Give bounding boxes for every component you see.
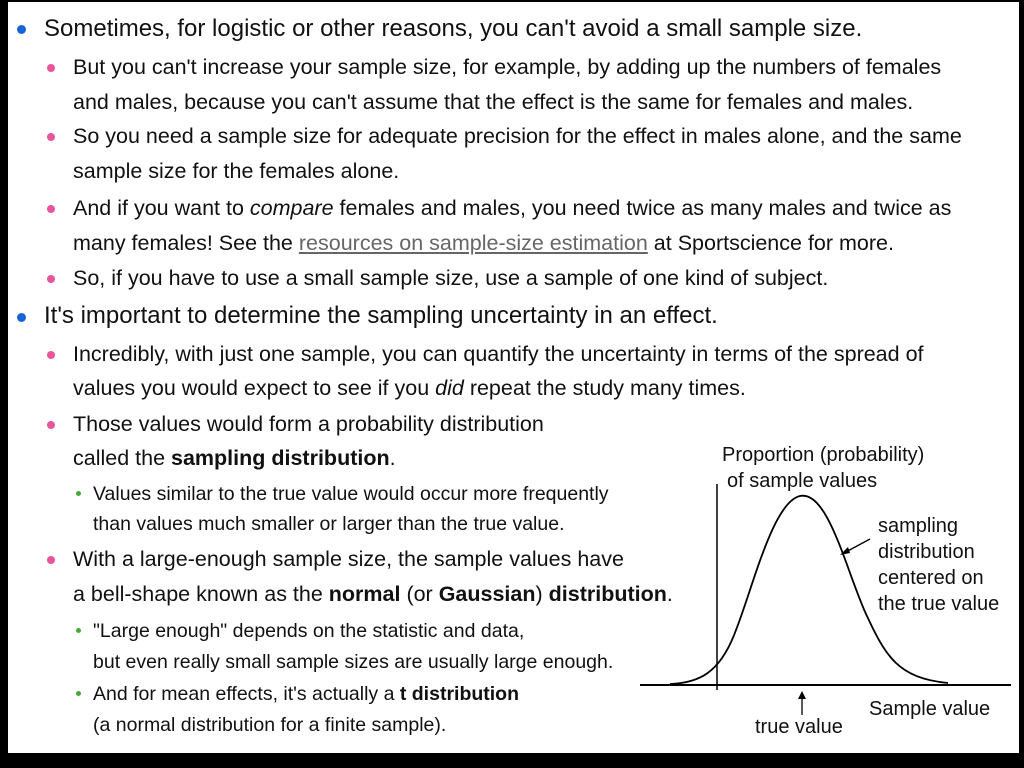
bullet-adequate-precision-line2: sample size for the females alone. — [73, 159, 400, 183]
bullet-one-kind-subject: So, if you have to use a small sample size, use a sample of one kind of subject. — [73, 266, 829, 290]
bullet-large-enough-depends-line1: "Large enough" depends on the statistic and data, — [93, 620, 525, 642]
bullet-one-sample-line1: Incredibly, with just one sample, you can quantify the uncertainty in terms of the spread of — [73, 342, 924, 366]
true-value-label: true value — [755, 716, 843, 738]
bullet-adequate-precision-line1: So you need a sample size for adequate precision for the effect in males alone, and the same — [73, 124, 962, 148]
bullet-compare-line2: many females! See the resources on sample-size estimation at Sportscience for more. — [73, 231, 894, 255]
bullet-large-enough-depends-line2: but even really small sample sizes are usually large enough. — [93, 651, 614, 673]
bullet-t-distribution-line1: And for mean effects, it's actually a t distribution — [93, 683, 520, 705]
bullet-compare-line1: And if you want to compare females and males, you need twice as many males and twice as — [73, 196, 952, 220]
bullet-similar-values-line1: Values similar to the true value would occur more frequently — [93, 483, 609, 505]
bullet-similar-values-line2: than values much smaller or larger than the true value. — [93, 513, 565, 535]
true-value-arrowhead — [798, 691, 806, 699]
y-axis-label: Proportion (probability) of sample values — [722, 444, 925, 492]
bullet-cant-increase-line1: But you can't increase your sample size, for example, by adding up the numbers of females — [73, 55, 942, 79]
bullet-probability-distribution-line1: Those values would form a probability distribution — [73, 412, 544, 436]
bullet-t-distribution-line2: (a normal distribution for a finite sample). — [93, 714, 447, 736]
bullet-small-sample: Sometimes, for logistic or other reasons, you can't avoid a small sample size. — [44, 15, 863, 42]
sample-size-resources-link[interactable]: resources on sample-size estimation — [298, 231, 648, 255]
bullet-cant-increase-line2: and males, because you can't assume that the effect is the same for females and males. — [73, 90, 914, 114]
curve-label: sampling distribution centered on the true value — [878, 515, 1000, 615]
bullet-one-sample-line2: values you would expect to see if you did repeat the study many times. — [73, 376, 746, 400]
slide — [8, 2, 1019, 753]
bullet-large-enough-line1: With a large-enough sample size, the sample values have — [73, 547, 624, 571]
sampling-distribution-figure — [8, 2, 1019, 753]
x-axis-label: Sample value — [869, 698, 991, 720]
bullet-large-enough-line2: a bell-shape known as the normal (or Gaussian) distribution. — [73, 582, 673, 606]
bullet-sampling-uncertainty: It's important to determine the sampling uncertainty in an effect. — [44, 302, 718, 329]
bullet-probability-distribution-line2: called the sampling distribution. — [73, 446, 396, 470]
